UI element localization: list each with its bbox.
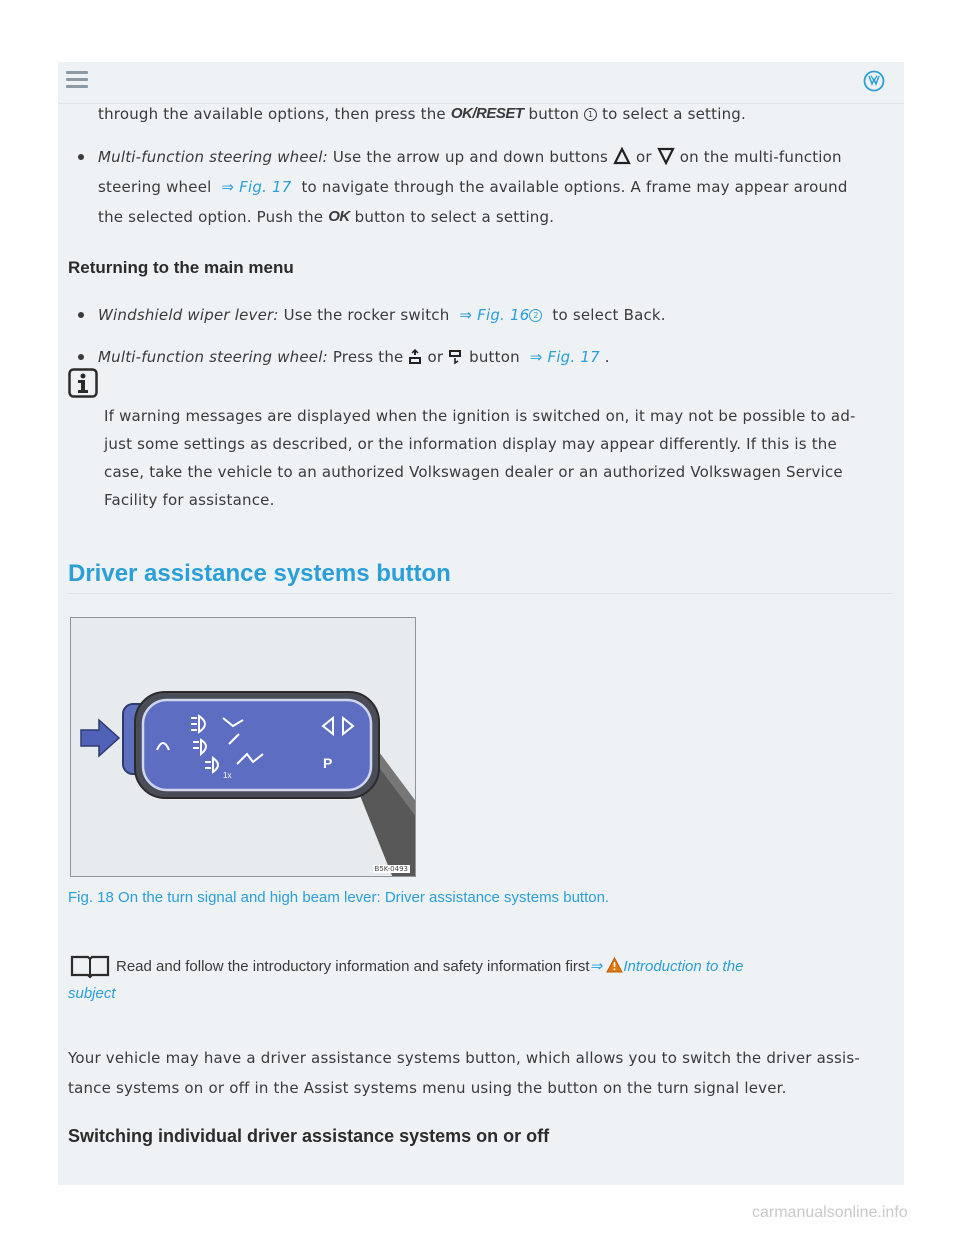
continuation-text: through the available options, then press the: [98, 105, 446, 123]
intro-arrow: ⇒: [589, 958, 603, 975]
continuation-text-after: to select a setting.: [602, 105, 746, 123]
note-line: If warning messages are displayed when the ignition is switched on, it may not be possible to ad-: [104, 407, 856, 425]
warning-icon: [606, 956, 623, 982]
bullet-dot: [78, 312, 84, 318]
vw-logo-icon[interactable]: [863, 70, 885, 92]
wiper-text: Use the rocker switch: [283, 306, 450, 324]
fig-16-link[interactable]: ⇒ Fig. 16: [459, 306, 530, 324]
button-word: button: [528, 105, 580, 123]
up-triangle-icon: [613, 145, 631, 175]
mfsw2-text: Press the: [332, 348, 404, 366]
bullet-dot: [78, 154, 84, 160]
mfsw-text-2: on the multi-function: [679, 148, 842, 166]
or-word: or: [636, 148, 652, 166]
returning-heading: Returning to the main menu: [68, 258, 294, 277]
mfsw-line3-text: the selected option. Push the: [98, 208, 324, 226]
mfsw-line2-text: steering wheel: [98, 178, 212, 196]
section-divider: [68, 593, 892, 594]
wiper-text-after: to select Back.: [552, 306, 666, 324]
bullet-dot: [78, 354, 84, 360]
mfsw-line3-after: button to select a setting.: [354, 208, 555, 226]
figure-caption: Fig. 18 On the turn signal and high beam lever: Driver assistance systems button.: [68, 889, 610, 906]
fig-17-link[interactable]: ⇒ Fig. 17: [221, 178, 292, 196]
note-line: case, take the vehicle to an authorized Volkswagen dealer or an authorized Volkswagen Service: [104, 463, 843, 481]
book-icon: [69, 953, 111, 979]
menu-icon[interactable]: [66, 71, 88, 89]
mfsw2-label: Multi-function steering wheel:: [98, 348, 328, 366]
wiper-line: [98, 300, 666, 330]
mfsw-line-2: [98, 172, 848, 202]
fig-17-link[interactable]: ⇒ Fig. 17: [529, 348, 600, 366]
info-icon: [68, 368, 98, 398]
footer-watermark: carmanualsonline.info: [752, 1204, 908, 1221]
mfsw2-line: [98, 342, 610, 375]
intro-link-continued[interactable]: subject: [68, 985, 116, 1002]
mfsw-line-1: [98, 142, 842, 175]
down-triangle-icon: [657, 145, 675, 175]
home-button-icon: [448, 345, 464, 375]
lever-label-1x: 1x: [223, 771, 232, 780]
ok-button-label: OK: [328, 208, 350, 225]
continuation-line: [98, 99, 746, 129]
ok-reset-button-label: OK/RESET: [450, 105, 524, 122]
circled-number: 1: [584, 108, 597, 121]
figure-code: B5K-0493: [374, 865, 408, 873]
back-button-icon: [408, 345, 422, 375]
lever-label-p: P: [323, 755, 333, 771]
lever-illustration: [71, 618, 416, 877]
section-title: Driver assistance systems button: [68, 560, 451, 587]
mfsw-line2-after: to navigate through the available options. A frame may appear around: [301, 178, 848, 196]
circled-number: 2: [529, 309, 542, 322]
body-line: Your vehicle may have a driver assistance systems button, which allows you to switch the driver assis-: [68, 1049, 861, 1067]
intro-text: Read and follow the introductory information and safety information first: [116, 958, 590, 975]
intro-line: [116, 954, 743, 982]
body-line: tance systems on or off in the Assist systems menu using the button on the turn signal lever.: [68, 1079, 787, 1097]
wiper-label: Windshield wiper lever:: [98, 306, 279, 324]
note-line: Facility for assistance.: [104, 491, 275, 509]
button-word: button: [469, 348, 520, 366]
intro-link[interactable]: Introduction to the: [623, 958, 744, 975]
note-line: just some settings as described, or the information display may appear differently. If this is the: [104, 435, 837, 453]
mfsw-text: Use the arrow up and down buttons: [332, 148, 609, 166]
mfsw-line-3: [98, 202, 554, 232]
header-bar: [58, 62, 904, 104]
switching-heading: Switching individual driver assistance systems on or off: [68, 1126, 550, 1146]
mfsw-label: Multi-function steering wheel:: [98, 148, 328, 166]
or-word: or: [427, 348, 444, 366]
figure-18-image: [70, 617, 416, 877]
period: .: [604, 348, 610, 366]
